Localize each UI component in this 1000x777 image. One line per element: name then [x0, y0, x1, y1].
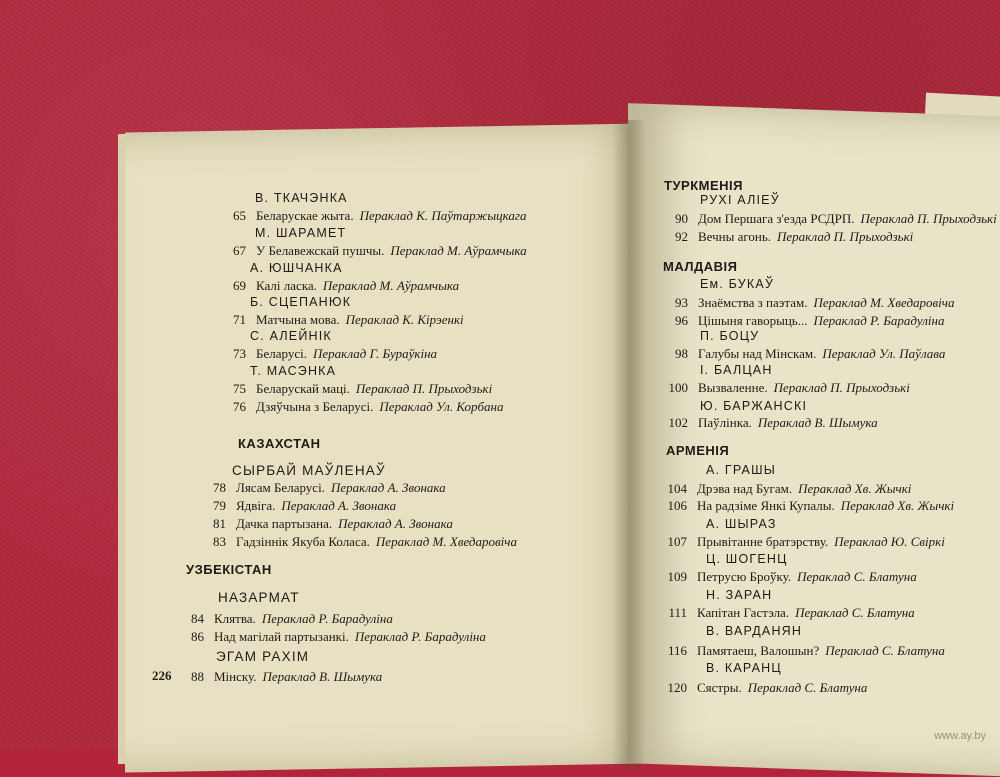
poem-title: Дрэва над Бугам. [697, 481, 793, 496]
translator: Пераклад К. Паўтаржыцкага [359, 208, 527, 223]
poem-title: Паўлінка. [698, 415, 752, 430]
toc-entry [200, 517, 453, 530]
page-ref: 76 [233, 399, 246, 414]
translator: Пераклад М. Аўрамчыка [322, 278, 460, 293]
toc-entry [178, 630, 486, 643]
page-ref: 88 [191, 669, 204, 684]
poem-title: Памятаеш, Валошын? [697, 643, 820, 658]
author-name: Ю. БАРЖАНСКІ [700, 399, 808, 413]
translator: Пераклад К. Кірэенкі [345, 312, 464, 327]
author-name: А. ШЫРАЗ [706, 517, 777, 531]
translator: Пераклад М. Хведаровіча [375, 534, 517, 549]
toc-entry [662, 230, 913, 243]
toc-entry [662, 212, 997, 225]
author-name: В. КАРАНЦ [706, 661, 782, 675]
page-ref: 107 [667, 534, 687, 549]
toc-entry [220, 400, 503, 413]
toc-entry [220, 382, 492, 395]
author-name: В. ВАРДАНЯН [706, 624, 803, 638]
author-name: Н. ЗАРАН [706, 588, 773, 602]
translator: Пераклад М. Хведаровіча [813, 295, 955, 310]
page-ref: 79 [213, 498, 226, 513]
poem-title: Гадзіннік Якуба Коласа. [236, 534, 370, 549]
translator: Пераклад С. Блатуна [797, 569, 917, 584]
book-gutter [612, 120, 646, 770]
right-page [628, 103, 1000, 777]
section-heading: ТУРКМЕНІЯ [664, 178, 743, 193]
translator: Пераклад Ул. Паўлава [822, 346, 946, 361]
translator: Пераклад С. Блатуна [825, 643, 945, 658]
author-name: Ц. ШОГЕНЦ [706, 552, 788, 566]
page-number: 226 [152, 668, 172, 683]
author-name: С. АЛЕЙНІК [250, 329, 332, 343]
page-ref: 73 [233, 346, 246, 361]
page-ref: 69 [233, 278, 246, 293]
toc-entry [662, 347, 945, 360]
toc-entry [654, 535, 945, 548]
page-ref: 100 [668, 380, 688, 395]
section-heading: КАЗАХСТАН [238, 436, 321, 451]
author-name: А. ЮШЧАНКА [250, 261, 343, 275]
page-ref: 90 [675, 211, 688, 226]
translator: Пераклад А. Звонака [330, 480, 446, 495]
poem-title: Капітан Гастэла. [697, 605, 790, 620]
toc-entry [178, 670, 382, 683]
page-ref: 111 [668, 605, 687, 620]
poem-title: Беларусі. [256, 346, 307, 361]
page-ref: 116 [667, 643, 687, 658]
translator: Пераклад П. Прыходзькі [860, 211, 997, 226]
poem-title: Над магілай партызанкі. [214, 629, 349, 644]
page-ref: 81 [213, 516, 226, 531]
poem-title: Беларускае жыта. [256, 208, 354, 223]
toc-entry [200, 535, 517, 548]
author-name: НАЗАРМАТ [218, 590, 300, 605]
author-name: В. ТКАЧЭНКА [255, 191, 348, 205]
poem-title: Вечны агонь. [698, 229, 772, 244]
page-ref: 102 [668, 415, 688, 430]
toc-entry [654, 570, 917, 583]
translator: Пераклад М. Аўрамчыка [390, 243, 527, 258]
toc-entry [220, 244, 527, 257]
poem-title: Дзяўчына з Беларусі. [256, 399, 374, 414]
poem-title: Галубы над Мінскам. [698, 346, 817, 361]
page-ref: 78 [213, 480, 226, 495]
author-name: А. ГРАШЫ [706, 463, 777, 477]
section-heading: УЗБЕКІСТАН [186, 562, 272, 577]
page-ref: 109 [667, 569, 687, 584]
page-ref: 93 [675, 295, 688, 310]
poem-title: Лясам Беларусі. [236, 480, 325, 495]
translator: Пераклад А. Звонака [281, 498, 397, 513]
toc-entry [654, 606, 915, 619]
translator: Пераклад Р. Барадуліна [354, 629, 486, 644]
toc-entry [220, 313, 464, 326]
page-ref: 92 [675, 229, 688, 244]
translator: Пераклад Р. Барадуліна [813, 313, 945, 328]
author-name: СЫРБАЙ МАЎЛЕНАЎ [232, 463, 386, 478]
translator: Пераклад В. Шымука [262, 669, 383, 684]
author-name: І. БАЛЦАН [700, 363, 773, 377]
translator: Пераклад С. Блатуна [795, 605, 915, 620]
toc-entry [662, 314, 944, 327]
poem-title: Петрусю Броўку. [697, 569, 792, 584]
author-name: Ем. БУКАЎ [700, 277, 775, 291]
poem-title: Знаёмства з паэтам. [698, 295, 808, 310]
page-ref: 104 [667, 481, 687, 496]
poem-title: Дом Першага з'езда РСДРП. [698, 211, 855, 226]
page-ref: 120 [667, 680, 687, 695]
poem-title: Прывітанне братэрству. [697, 534, 829, 549]
toc-entry [200, 481, 446, 494]
toc-entry [220, 279, 459, 292]
translator: Пераклад Г. Бураўкіна [312, 346, 438, 361]
section-heading: АРМЕНІЯ [666, 443, 730, 458]
poem-title: Цішыня гаворыць... [698, 313, 808, 328]
poem-title: На радзіме Янкі Купалы. [697, 498, 835, 513]
translator: Пераклад С. Блатуна [747, 680, 868, 695]
page-ref: 75 [233, 381, 246, 396]
page-ref: 98 [675, 346, 688, 361]
page-ref: 84 [191, 611, 204, 626]
poem-title: Матчына мова. [256, 312, 340, 327]
toc-entry [654, 482, 911, 495]
translator: Пераклад П. Прыходзькі [777, 229, 914, 244]
watermark-text: www.ay.by [934, 730, 986, 742]
page-ref: 106 [667, 498, 687, 513]
author-name: РУХІ АЛІЕЎ [700, 193, 780, 207]
translator: Пераклад В. Шымука [757, 415, 878, 430]
page-ref: 86 [191, 629, 204, 644]
author-name: Б. СЦЕПАНЮК [250, 295, 352, 309]
toc-entry [200, 499, 396, 512]
toc-entry [654, 499, 954, 512]
translator: Пераклад Ул. Корбана [379, 399, 504, 414]
toc-entry [662, 296, 955, 309]
translator: Пераклад Ю. Свіркі [834, 534, 945, 549]
author-name: П. БОЦУ [700, 329, 760, 343]
poem-title: Сястры. [697, 680, 742, 695]
toc-entry [654, 644, 945, 657]
poem-title: У Белавежскай пушчы. [256, 243, 385, 258]
toc-entry [655, 416, 878, 429]
translator: Пераклад Хв. Жычкі [840, 498, 955, 513]
translator: Пераклад П. Прыходзькі [773, 380, 910, 395]
poem-title: Калі ласка. [256, 278, 317, 293]
translator: Пераклад Хв. Жычкі [798, 481, 912, 496]
toc-entry [178, 612, 393, 625]
toc-entry [220, 347, 437, 360]
page-ref: 67 [233, 243, 246, 258]
poem-title: Дачка партызана. [236, 516, 333, 531]
poem-title: Ядвіга. [236, 498, 276, 513]
page-ref: 65 [233, 208, 246, 223]
author-name: Т. МАСЭНКА [250, 364, 337, 378]
poem-title: Мінску. [214, 669, 257, 684]
toc-entry [220, 209, 526, 222]
toc-entry [655, 381, 910, 394]
section-heading: МАЛДАВІЯ [663, 259, 738, 274]
page-ref: 71 [233, 312, 246, 327]
page-ref: 83 [213, 534, 226, 549]
poem-title: Беларускай маці. [256, 381, 350, 396]
translator: Пераклад П. Прыходзькі [355, 381, 493, 396]
poem-title: Клятва. [214, 611, 256, 626]
toc-entry [654, 681, 867, 694]
poem-title: Вызваленне. [698, 380, 768, 395]
author-name: ЭГАМ РАХІМ [216, 649, 310, 664]
translator: Пераклад А. Звонака [338, 516, 453, 531]
page-ref: 96 [675, 313, 688, 328]
author-name: М. ШАРАМЕТ [255, 226, 347, 240]
translator: Пераклад Р. Барадуліна [261, 611, 393, 626]
